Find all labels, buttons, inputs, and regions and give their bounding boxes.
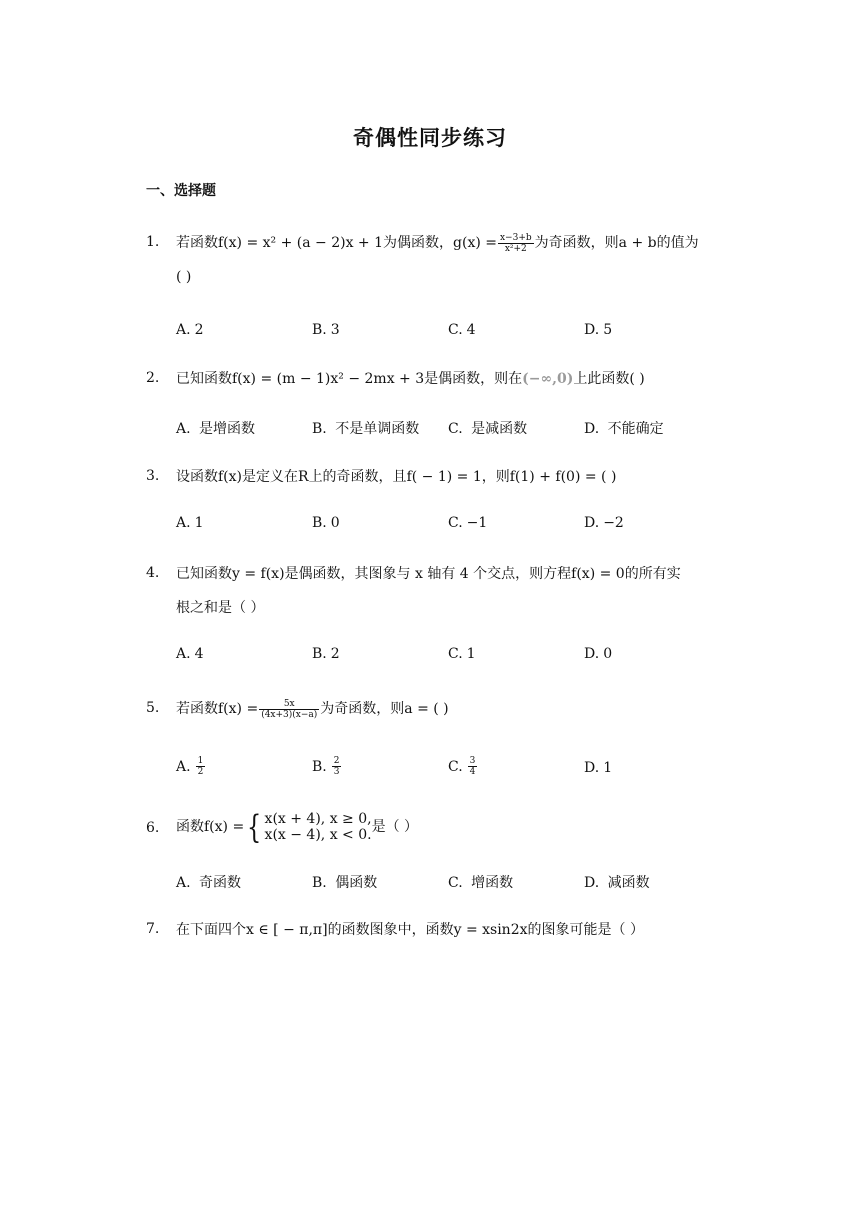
option-a[interactable]: A. $\frac{1}{2}$ <box>176 756 204 777</box>
math-expression: x ∈ [ − π,π] <box>246 922 328 938</box>
stem-text: ，则 <box>481 469 510 485</box>
math-expression: a = ( ) <box>404 701 449 717</box>
options-row-4 <box>176 646 726 670</box>
math-expression: f(x) = (m − 1)x² − 2mx + 3 <box>232 371 425 387</box>
options-row-3 <box>176 515 726 539</box>
math-expression: f(1) + f(0) = ( ) <box>509 469 617 485</box>
option-c[interactable]: C. 4 <box>448 322 476 338</box>
answer-blank: ( ) <box>176 269 192 285</box>
options-row-5 <box>176 756 726 780</box>
option-d[interactable]: D. 减函数 <box>584 875 650 891</box>
stem-text: 的所有实 <box>624 566 681 582</box>
stem-text: 为奇函数，则 <box>534 235 619 251</box>
question-number: 4. <box>146 565 160 581</box>
math-expression: f(x) <box>218 469 243 485</box>
math-expression: g(x) = <box>453 235 497 251</box>
fraction: $\frac{3}{4}$ <box>469 756 476 777</box>
stem-text: 是（ ） <box>371 819 419 835</box>
option-a[interactable]: A. 奇函数 <box>176 875 242 891</box>
question-stem <box>176 913 726 947</box>
question-number: 5. <box>146 700 160 716</box>
option-d[interactable]: D. 0 <box>584 646 613 662</box>
stem-text: 是偶函数，则在 <box>424 371 523 387</box>
option-c[interactable]: C. 1 <box>448 646 476 662</box>
math-expression: f( − 1) = 1 <box>406 469 482 485</box>
stem-text: 为奇函数，则 <box>320 701 405 717</box>
option-c[interactable]: C. 是减函数 <box>448 421 528 437</box>
question-1 <box>146 226 726 296</box>
option-b[interactable]: B. 3 <box>312 322 340 338</box>
fraction-numerator: x−3+b <box>499 232 532 243</box>
fraction-denominator: x²+2 <box>504 243 527 254</box>
option-a[interactable]: A. 4 <box>176 646 204 662</box>
option-c[interactable]: C. 增函数 <box>448 875 514 891</box>
question-stem <box>176 226 726 294</box>
stem-text: 的图象可能是（ ） <box>527 922 644 938</box>
option-b[interactable]: B. 偶函数 <box>312 875 378 891</box>
stem-text: 为偶函数， <box>383 235 454 251</box>
option-d[interactable]: D. 1 <box>584 760 613 776</box>
case-1: x(x + 4), x ≥ 0, <box>264 811 372 827</box>
options-row-1 <box>176 322 726 346</box>
options-row-2 <box>176 418 726 442</box>
options-row-6 <box>176 872 726 896</box>
math-expression: R <box>298 469 309 485</box>
math-expression: f(x) = <box>218 701 259 717</box>
stem-text: 设函数 <box>176 469 218 485</box>
question-number: 6. <box>146 820 160 836</box>
stem-text: 函数 <box>176 819 204 835</box>
option-a[interactable]: A. 2 <box>176 322 204 338</box>
left-brace: { <box>247 808 262 846</box>
stem-text: 上的奇函数，且 <box>308 469 407 485</box>
question-stem <box>176 808 726 846</box>
question-number: 3. <box>146 468 160 484</box>
option-d[interactable]: D. −2 <box>584 515 624 531</box>
case-2: x(x − 4), x < 0. <box>264 827 372 843</box>
question-3 <box>146 460 726 494</box>
fraction <box>259 699 319 720</box>
question-number: 7. <box>146 921 160 937</box>
option-c[interactable]: C. $\frac{3}{4}$ <box>448 756 476 777</box>
stem-text: 已知函数 <box>176 371 232 387</box>
math-expression: y = xsin2x <box>453 922 528 938</box>
question-stem <box>176 460 726 494</box>
math-expression: a + b <box>618 235 657 251</box>
question-number: 1. <box>146 234 160 250</box>
question-stem <box>176 557 726 625</box>
option-b[interactable]: B. $\frac{2}{3}$ <box>312 756 340 777</box>
page-title: 奇偶性同步练习 <box>353 126 507 150</box>
fraction: $\frac{2}{3}$ <box>333 756 340 777</box>
math-expression: f(x) = 0 <box>571 566 625 582</box>
option-a[interactable]: A. 是增函数 <box>176 421 256 437</box>
question-5 <box>146 692 726 726</box>
question-stem <box>176 692 726 726</box>
option-a[interactable]: A. 1 <box>176 515 204 531</box>
stem-text: 若函数 <box>176 235 218 251</box>
question-2 <box>146 362 726 396</box>
stem-text: 上此函数( ) <box>573 371 645 387</box>
fraction <box>498 233 534 254</box>
interval-image: (−∞,0) <box>522 371 574 387</box>
piecewise-cases <box>265 811 372 843</box>
fraction-denominator: (4x+3)(x−a) <box>261 709 318 720</box>
fraction-numerator: 5x <box>259 699 319 710</box>
option-c[interactable]: C. −1 <box>448 515 488 531</box>
stem-text: 是定义在 <box>242 469 299 485</box>
math-expression: f(x) = <box>204 819 245 835</box>
stem-text: 已知函数 <box>176 566 232 582</box>
stem-text: 在下面四个 <box>176 922 246 938</box>
stem-text: 是偶函数，其图象与 x 轴有 4 个交点，则方程 <box>284 566 572 582</box>
stem-text: 的值为 <box>656 235 699 251</box>
stem-text: 若函数 <box>176 701 218 717</box>
stem-text: 根之和是（ ） <box>176 600 265 616</box>
section-heading: 一、选择题 <box>146 183 216 199</box>
question-number: 2. <box>146 370 160 386</box>
question-6 <box>146 808 726 848</box>
option-b[interactable]: B. 0 <box>312 515 340 531</box>
question-7 <box>146 913 726 947</box>
question-stem <box>176 362 726 396</box>
math-expression: f(x) = x² + (a − 2)x + 1 <box>218 235 384 251</box>
option-b[interactable]: B. 2 <box>312 646 340 662</box>
fraction: $\frac{1}{2}$ <box>197 756 204 777</box>
stem-text: 的函数图象中，函数 <box>327 922 454 938</box>
option-b[interactable]: B. 不是单调函数 <box>312 421 420 437</box>
option-d[interactable]: D. 5 <box>584 322 613 338</box>
question-4 <box>146 557 726 625</box>
option-d[interactable]: D. 不能确定 <box>584 421 664 437</box>
math-expression: y = f(x) <box>232 566 285 582</box>
